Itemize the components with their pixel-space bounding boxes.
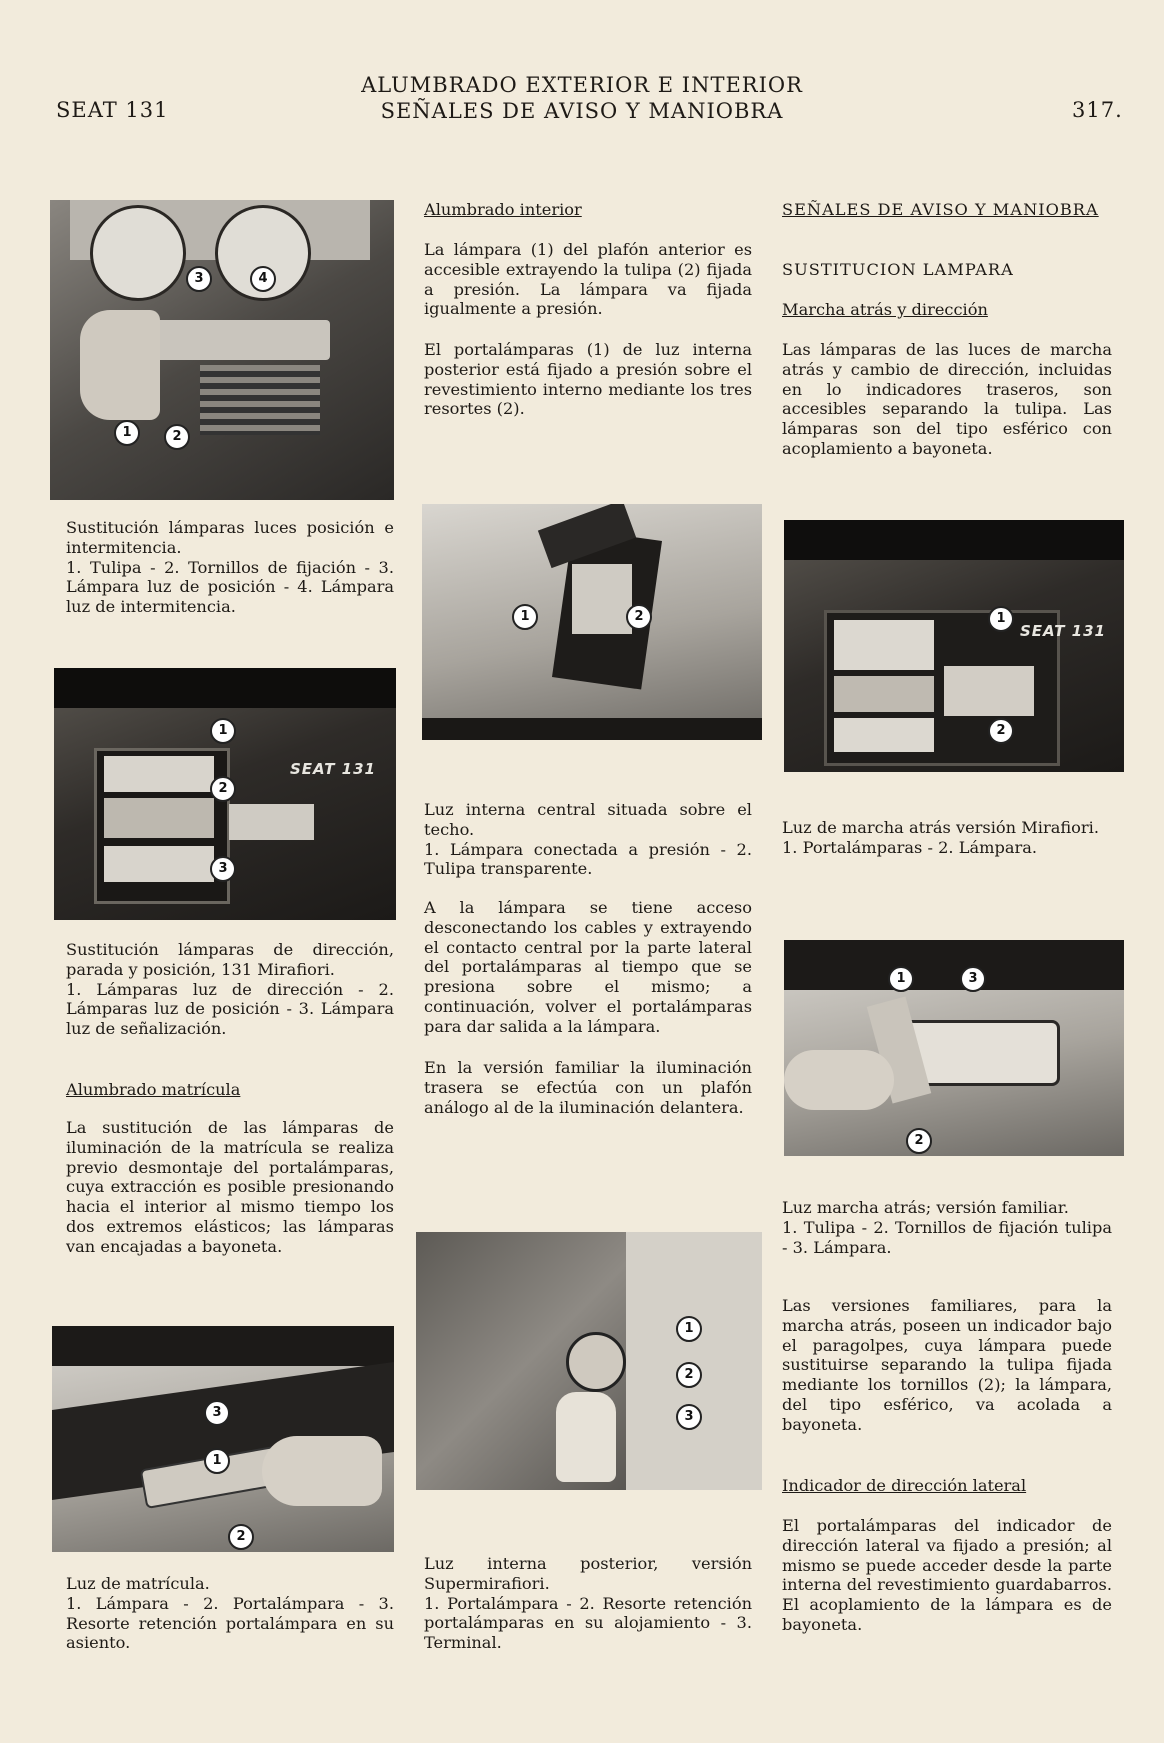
caption-rear-cluster: Sustitución lámparas de dirección, parada y posición, 131 Mirafiori. 1. Lámparas luz de dirección - 2. Lámparas luz de posición - 3. Lámpara luz de señalización. <box>66 940 394 1039</box>
section-heading-interior: Alumbrado interior <box>424 200 582 219</box>
callout-1: 1 <box>888 966 914 992</box>
caption-plate-lamp: Luz de matrícula. 1. Lámpara - 2. Portalámpara - 3. Resorte retención portalámpara en su asiento. <box>66 1574 394 1653</box>
paragraph-lateral: El portalámparas del indicador de dirección lateral va fijado a presión; al mismo se puede acceder desde la parte interna del revestimiento guardabarros. El acoplamiento de la lámpara es de bayoneta. <box>782 1516 1112 1634</box>
paragraph-familiar: Las versiones familiares, para la marcha atrás, poseen un indicador bajo el paragolpes, cuya lámpara puede sustituirse separando la tulipa fijada mediante los tornillos (2); la lámpara, del tipo esférico, va acolada a bayoneta. <box>782 1296 1112 1434</box>
section-heading-marcha: Marcha atrás y dirección <box>782 300 988 319</box>
callout-3: 3 <box>204 1400 230 1426</box>
section-heading-lateral: Indicador de dirección lateral <box>782 1476 1027 1495</box>
callout-3: 3 <box>210 856 236 882</box>
figure-position-lamps <box>50 200 394 500</box>
figure-roof-light <box>422 504 762 740</box>
car-badge: SEAT 131 <box>1020 622 1106 640</box>
callout-1: 1 <box>204 1448 230 1474</box>
section-heading-senales: SEÑALES DE AVISO Y MANIOBRA <box>782 200 1099 219</box>
callout-2: 2 <box>906 1128 932 1154</box>
caption-roof-light: Luz interna central situada sobre el techo. 1. Lámpara conectada a presión - 2. Tulipa transparente. <box>424 800 752 879</box>
subheading-sustitucion: SUSTITUCION LAMPARA <box>782 260 1014 279</box>
paragraph-interior-2: El portalámparas (1) de luz interna posterior está fijado a presión sobre el revestimiento interno mediante los tres resortes (2). <box>424 340 752 419</box>
paragraph-familiar-interior: En la versión familiar la iluminación trasera se efectúa con un plafón análogo al de la iluminación delantera. <box>424 1058 752 1117</box>
caption-position-lamps: Sustitución lámparas luces posición e intermitencia. 1. Tulipa - 2. Tornillos de fijación - 3. Lámpara luz de posición - 4. Lámpara luz de intermitencia. <box>66 518 394 617</box>
section-heading-matricula: Alumbrado matrícula <box>66 1080 241 1099</box>
figure-rear-cluster <box>54 668 396 920</box>
callout-3: 3 <box>186 266 212 292</box>
page-title-line1: ALUMBRADO EXTERIOR E INTERIOR <box>361 73 803 97</box>
callout-2: 2 <box>988 718 1014 744</box>
callout-2: 2 <box>626 604 652 630</box>
callout-1: 1 <box>676 1316 702 1342</box>
page-title <box>0 72 1164 124</box>
paragraph-access-lamp: A la lámpara se tiene acceso desconectando los cables y extrayendo el contacto central por la parte lateral del portalámparas al tiempo que se presiona sobre el mismo; a continuación, volver el portalámparas para dar salida a la lámpara. <box>424 898 752 1036</box>
caption-reverse-familiar: Luz marcha atrás; versión familiar. 1. Tulipa - 2. Tornillos de fijación tulipa - 3. Lámpara. <box>782 1198 1112 1257</box>
callout-2: 2 <box>210 776 236 802</box>
page-number: 317. <box>1072 98 1123 122</box>
page-title-line2: SEÑALES DE AVISO Y MANIOBRA <box>380 99 784 123</box>
callout-1: 1 <box>114 420 140 446</box>
callout-3: 3 <box>676 1404 702 1430</box>
callout-4: 4 <box>250 266 276 292</box>
callout-2: 2 <box>228 1524 254 1550</box>
callout-1: 1 <box>988 606 1014 632</box>
figure-reverse-familiar <box>784 940 1124 1156</box>
header-left: SEAT 131 <box>56 98 169 122</box>
callout-1: 1 <box>210 718 236 744</box>
callout-3: 3 <box>960 966 986 992</box>
paragraph-matricula: La sustitución de las lámparas de iluminación de la matrícula se realiza previo desmontaje del portalámparas, cuya extracción es posible presionando hacia el interior al mismo tiempo los dos extremos elásticos; las lámparas van encajadas a bayoneta. <box>66 1118 394 1256</box>
figure-plate-lamp <box>52 1326 394 1552</box>
paragraph-interior-1: La lámpara (1) del plafón anterior es accesible extrayendo la tulipa (2) fijada a presión. La lámpara va fijada igualmente a presión. <box>424 240 752 319</box>
figure-rear-interior-light <box>416 1232 762 1490</box>
callout-2: 2 <box>676 1362 702 1388</box>
paragraph-marcha: Las lámparas de las luces de marcha atrás y cambio de dirección, incluidas en lo indicadores traseros, son accesibles separando la tulipa. Las lámparas son del tipo esférico con acoplamiento a bayoneta. <box>782 340 1112 458</box>
caption-reverse-mirafiori: Luz de marcha atrás versión Mirafiori. 1. Portalámparas - 2. Lámpara. <box>782 818 1099 857</box>
figure-reverse-mirafiori <box>784 520 1124 772</box>
callout-2: 2 <box>164 424 190 450</box>
caption-rear-interior-light: Luz interna posterior, versión Supermirafiori. 1. Portalámpara - 2. Resorte retención portalámparas en su alojamiento - 3. Terminal. <box>424 1554 752 1653</box>
callout-1: 1 <box>512 604 538 630</box>
car-badge: SEAT 131 <box>290 760 376 778</box>
